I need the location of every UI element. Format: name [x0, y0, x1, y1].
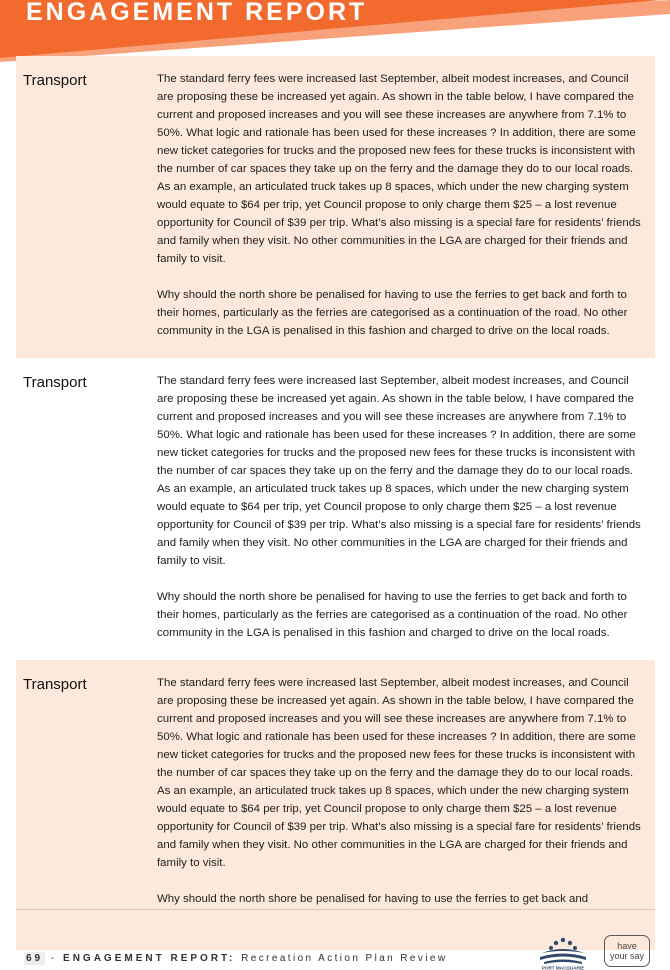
- comment-text: [157, 358, 655, 660]
- table-row: [16, 660, 655, 950]
- have-your-say-line2: your say: [609, 951, 644, 961]
- comment-table: [16, 56, 655, 950]
- have-your-say-logo: [604, 935, 650, 967]
- footer-report-label: ENGAGEMENT REPORT:: [63, 953, 236, 964]
- council-logo-text: PORT MACQUARIE: [541, 965, 585, 970]
- table-row: [16, 56, 655, 358]
- page-number: 69: [26, 953, 44, 964]
- header-title: ENGAGEMENT REPORT: [26, 0, 368, 26]
- topic-label: Transport: [23, 374, 87, 391]
- comment-paragraph: Why should the north shore be penalised for having to use the ferries to get back and forth to their homes, particularly as the ferries are categorised as a continuation of the road. No other community in the LGA is penalised in this fashion and charged to drive on the local roads.: [157, 591, 628, 639]
- comment-text: [157, 56, 655, 358]
- page-footer: [24, 953, 448, 964]
- comment-paragraph: The standard ferry fees were increased last September, albeit modest increases, and Council are proposing these be increased yet again. As shown in the table below, I have compared the current and proposed increases and you will see these increases are anywhere from 7.1% to 50%. What logic and rationale has been used for these increases ? In addition, there are some new ticket categories for trucks and the proposed new fees for these trucks is inconsistent with the number of car spaces they take up on the ferry and the damage they do to our local roads. As an example, an articulated truck takes up 8 spaces, which under the new charging system would equate to $64 per trip, yet Council propose to only charge them $25 – a lost revenue opportunity for Council of $39 per trip. What’s also missing is a special fare for residents’ friends and family when they visit. No other communities in the LGA are charged for their friends and family to visit.: [157, 677, 641, 869]
- comment-text: [157, 660, 655, 950]
- have-your-say-line1: have: [617, 941, 637, 951]
- comment-paragraph: Why should the north shore be penalised for having to use the ferries to get back and forth to their homes, particularly as the ferries are categorised as a continuation of the road. No other community in the LGA is penalised in this fashion and charged to drive on the local roads.: [157, 289, 628, 337]
- footer-separator: -: [50, 953, 58, 964]
- topic-label: Transport: [23, 72, 87, 89]
- topic-label: Transport: [23, 676, 87, 693]
- council-logo-icon: [534, 935, 592, 970]
- comment-paragraph: The standard ferry fees were increased last September, albeit modest increases, and Council are proposing these be increased yet again. As shown in the table below, I have compared the current and proposed increases and you will see these increases are anywhere from 7.1% to 50%. What logic and rationale has been used for these increases ? In addition, there are some new ticket categories for trucks and the proposed new fees for these trucks is inconsistent with the number of car spaces they take up on the ferry and the damage they do to our local roads. As an example, an articulated truck takes up 8 spaces, which under the new charging system would equate to $64 per trip, yet Council propose to only charge them $25 – a lost revenue opportunity for Council of $39 per trip. What’s also missing is a special fare for residents’ friends and family when they visit. No other communities in the LGA are charged for their friends and family to visit.: [157, 375, 641, 567]
- comment-paragraph: Why should the north shore be penalised for having to use the ferries to get back and: [157, 893, 589, 905]
- table-row: [16, 358, 655, 660]
- comment-paragraph: The standard ferry fees were increased last September, albeit modest increases, and Council are proposing these be increased yet again. As shown in the table below, I have compared the current and proposed increases and you will see these increases are anywhere from 7.1% to 50%. What logic and rationale has been used for these increases ? In addition, there are some new ticket categories for trucks and the proposed new fees for these trucks is inconsistent with the number of car spaces they take up on the ferry and the damage they do to our local roads. As an example, an articulated truck takes up 8 spaces, which under the new charging system would equate to $64 per trip, yet Council propose to only charge them $25 – a lost revenue opportunity for Council of $39 per trip. What’s also missing is a special fare for residents’ friends and family when they visit. No other communities in the LGA are charged for their friends and family to visit.: [157, 73, 641, 265]
- footer-subtitle: Recreation Action Plan Review: [241, 953, 448, 964]
- footer-divider: [16, 909, 655, 910]
